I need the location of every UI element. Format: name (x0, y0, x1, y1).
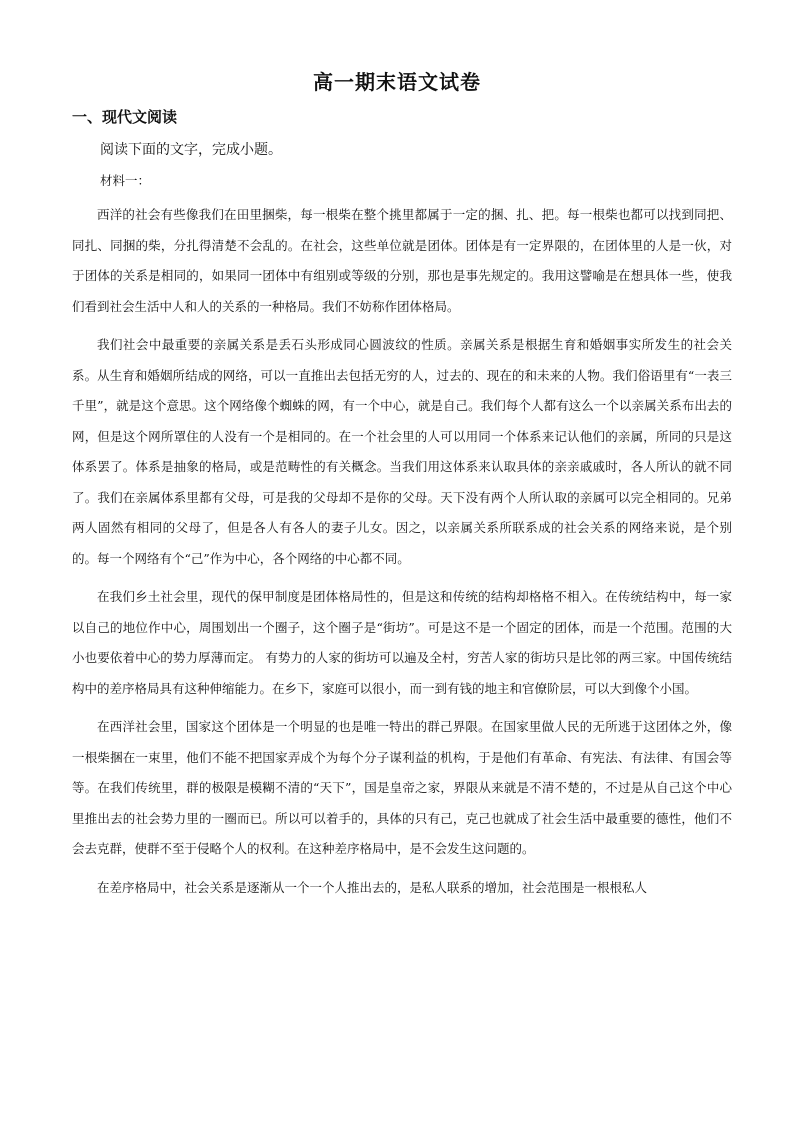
reading-instruction: 阅读下面的文字，完成小题。 (100, 142, 282, 158)
passage-paragraph: 在差序格局中，社会关系是逐渐从一个一个人推出去的，是私人联系的增加，社会范围是一根根私人 (97, 879, 648, 895)
page-title: 高一期末语文试卷 (313, 70, 481, 94)
passage-paragraph: 我们社会中最重要的亲属关系是丢石头形成同心圆波纹的性质。亲属关系是根据生育和婚姻事实所发生的社会关系。从生育和婚姻所结成的网络，可以一直推出去包括无穷的人，过去的、现在的和未来的人物。我们俗语里有“一表三千里”，就是这个意思。这个网络像个蜘蛛的网，有一个中心，就是自己。我们每个人都有这么一个以亲属关系布出去的网，但是这个网所罩住的人没有一个是相同的。在一个社会里的人可以用同一个体系来记认他们的亲属，所同的只是这体系罢了。体系是抽象的格局，或是范畴性的有关概念。当我们用这体系来认取具体的亲亲戚戚时，各人所认的就不同了。我们在亲属体系里都有父母，可是我的父母却不是你的父母。天下没有两个人所认取的亲属可以完全相同的。兄弟两人固然有相同的父母了，但是各人有各人的妻子儿女。因之，以亲属关系所联系成的社会关系的网络来说，是个别的。每一个网络有个“己”作为中心，各个网络的中心都不同。 (72, 337, 732, 566)
reading-passage (72, 200, 732, 911)
section-heading: 一、现代文阅读 (72, 108, 178, 126)
passage-paragraph: 在西洋社会里，国家这个团体是一个明显的也是唯一特出的群己界限。在国家里做人民的无所逃于这团体之外，像一根柴捆在一束里，他们不能不把国家弄成个为每个分子谋利益的机构，于是他们有革命、有宪法、有法律、有国会等等。在我们传统里，群的极限是模糊不清的“天下”，国是皇帝之家，界限从来就是不清不楚的，不过是从自己这个中心里推出去的社会势力里的一圈而已。所以可以着手的，具体的只有己，克己也就成了社会生活中最重要的德性，他们不会去克群，使群不至于侵略个人的权利。在这种差序格局中，是不会发生这问题的。 (72, 719, 732, 856)
passage-paragraph: 西洋的社会有些像我们在田里捆柴，每一根柴在整个挑里都属于一定的捆、扎、把。每一根柴也都可以找到同把、同扎、同捆的柴，分扎得清楚不会乱的。在社会，这些单位就是团体。团体是有一定界限的，在团体里的人是一伙，对于团体的关系是相同的，如果同一团体中有组别或等级的分别，那也是事先规定的。我用这譬喻是在想具体一些，使我们看到社会生活中人和人的关系的一种格局。我们不妨称作团体格局。 (72, 207, 732, 314)
passage-paragraph: 在我们乡土社会里，现代的保甲制度是团体格局性的，但是这和传统的结构却格格不相入。在传统结构中，每一家以自己的地位作中心，周围划出一个圈子，这个圈子是“街坊”。可是这不是一个固定的团体，而是一个范围。范围的大小也要依着中心的势力厚薄而定。 有势力的人家的街坊可以遍及全村，穷苦人家的街坊只是比邻的两三家。中国传统结构中的差序格局具有这种伸缩能力。在乡下，家庭可以很小，而一到有钱的地主和官僚阶层，可以大到像个小国。 (72, 589, 732, 696)
material-label: 材料一： (100, 173, 151, 188)
